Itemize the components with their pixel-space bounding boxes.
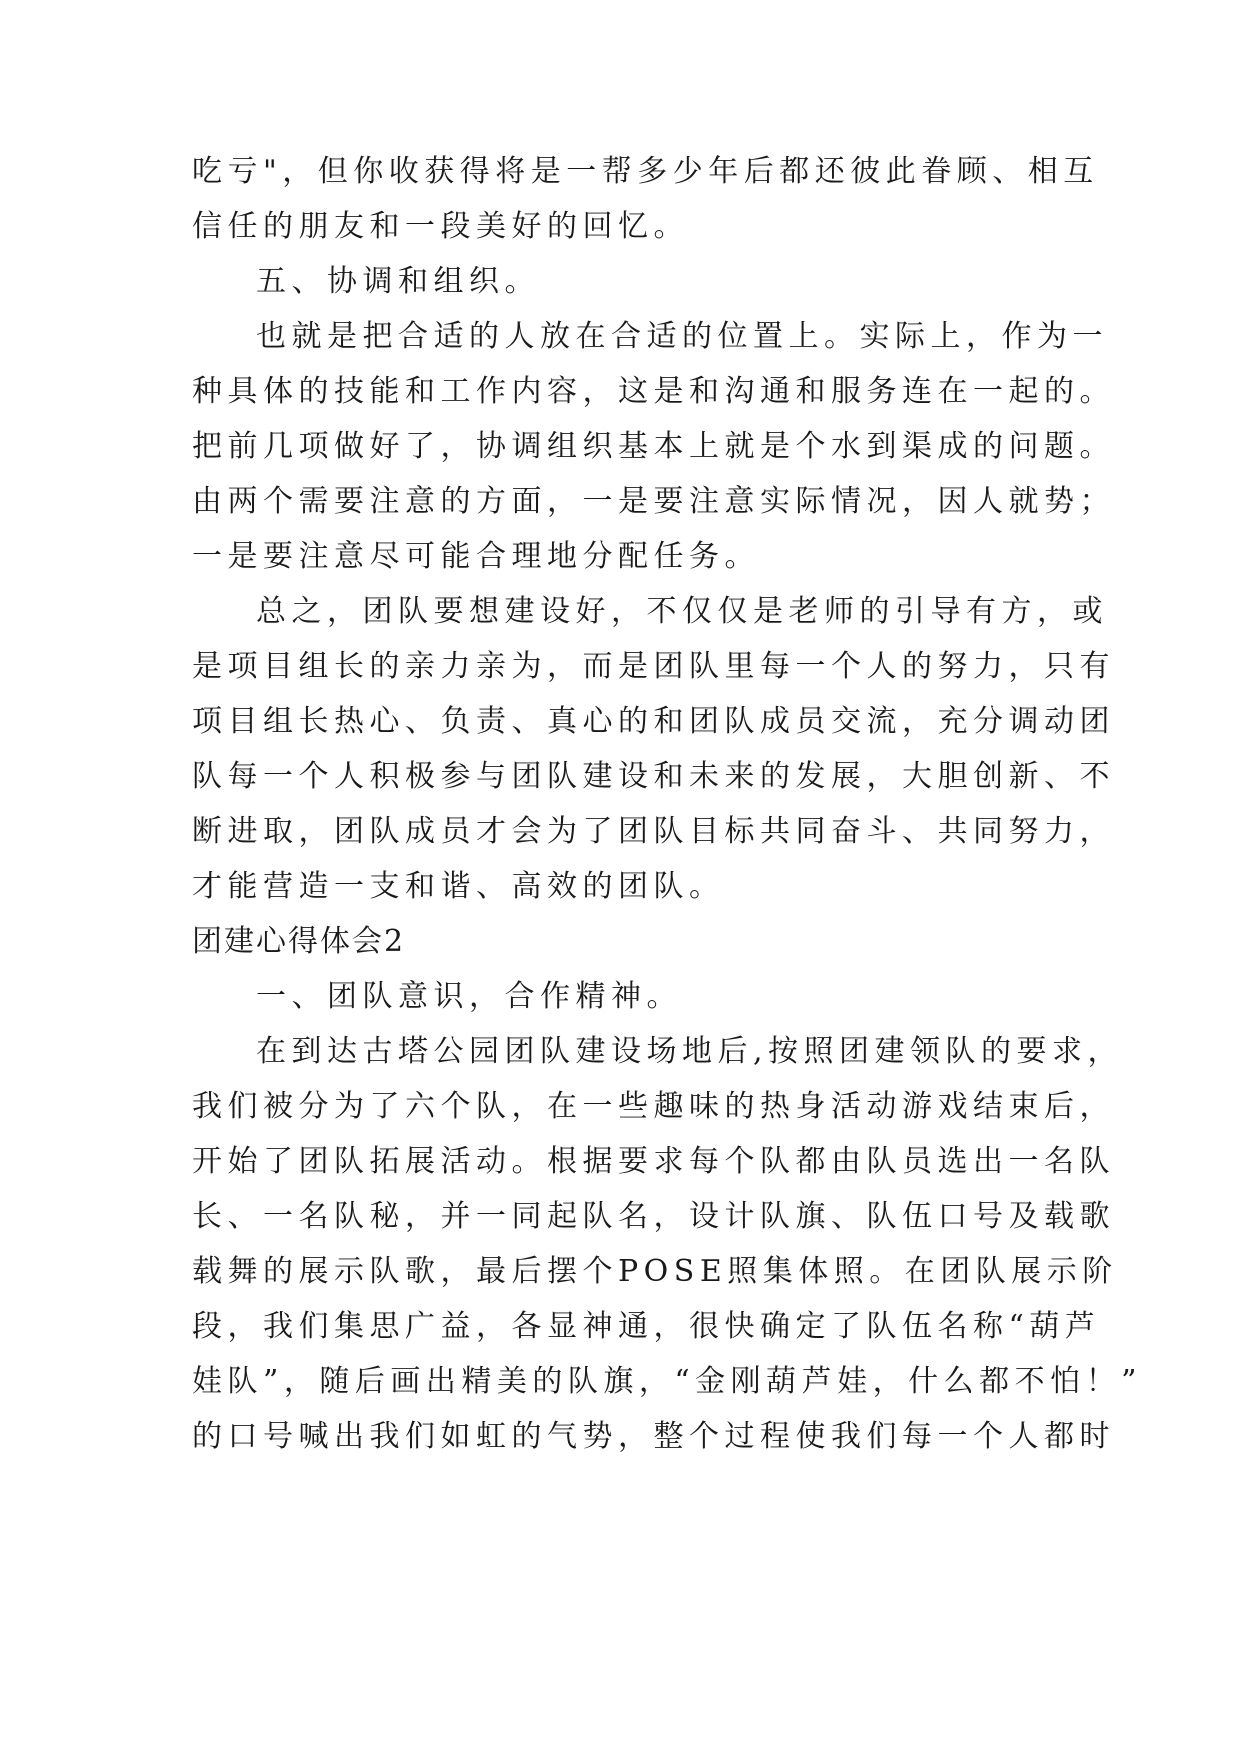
section-heading: 一、团队意识，合作精神。 (256, 979, 682, 1014)
paragraph-line: 种具体的技能和工作内容，这是和沟通和服务连在一起的。 (192, 374, 1115, 409)
paragraph-line: 开始了团队拓展活动。根据要求每个队都由队员选出一名队 (192, 1144, 1115, 1179)
paragraph-line: 吃亏"，但你收获得将是一帮多少年后都还彼此眷顾、相互 (192, 154, 1099, 189)
paragraph-line: 才能营造一支和谐、高效的团队。 (192, 869, 725, 904)
paragraph-line: 总之，团队要想建设好，不仅仅是老师的引导有方，或 (256, 594, 1108, 629)
paragraph-line: 把前几项做好了，协调组织基本上就是个水到渠成的问题。 (192, 429, 1115, 464)
paragraph-line: 队每一个人积极参与团队建设和未来的发展，大胆创新、不 (192, 759, 1115, 794)
paragraph-line: 在到达古塔公园团队建设场地后,按照团建领队的要求， (256, 1034, 1124, 1069)
paragraph-line: 段，我们集思广益，各显神通，很快确定了队伍名称“葫芦 (192, 1309, 1101, 1344)
paragraph-line: 长、一名队秘，并一同起队名，设计队旗、队伍口号及载歌 (192, 1199, 1115, 1234)
paragraph-line: 是项目组长的亲力亲为，而是团队里每一个人的努力，只有 (192, 649, 1115, 684)
paragraph-line: 信任的朋友和一段美好的回忆。 (192, 209, 689, 244)
section-heading: 五、协调和组织。 (256, 264, 540, 299)
paragraph-line: 娃队”，随后画出精美的队旗，“金刚葫芦娃，什么都不怕！” (192, 1364, 1143, 1399)
paragraph-line: 由两个需要注意的方面，一是要注意实际情况，因人就势； (192, 484, 1115, 519)
paragraph-line: 载舞的展示队歌，最后摆个POSE照集体照。在团队展示阶 (192, 1254, 1118, 1289)
paragraph-line: 一是要注意尽可能合理地分配任务。 (192, 539, 760, 574)
paragraph-line: 项目组长热心、负责、真心的和团队成员交流，充分调动团 (192, 704, 1115, 739)
paragraph-line: 我们被分为了六个队，在一些趣味的热身活动游戏结束后， (192, 1089, 1115, 1124)
paragraph-line: 也就是把合适的人放在合适的位置上。实际上，作为一 (256, 319, 1108, 354)
paragraph-line: 的口号喊出我们如虹的气势，整个过程使我们每一个人都时 (192, 1419, 1115, 1454)
document-title: 团建心得体会2 (192, 924, 406, 959)
paragraph-line: 断进取，团队成员才会为了团队目标共同奋斗、共同努力， (192, 814, 1115, 849)
